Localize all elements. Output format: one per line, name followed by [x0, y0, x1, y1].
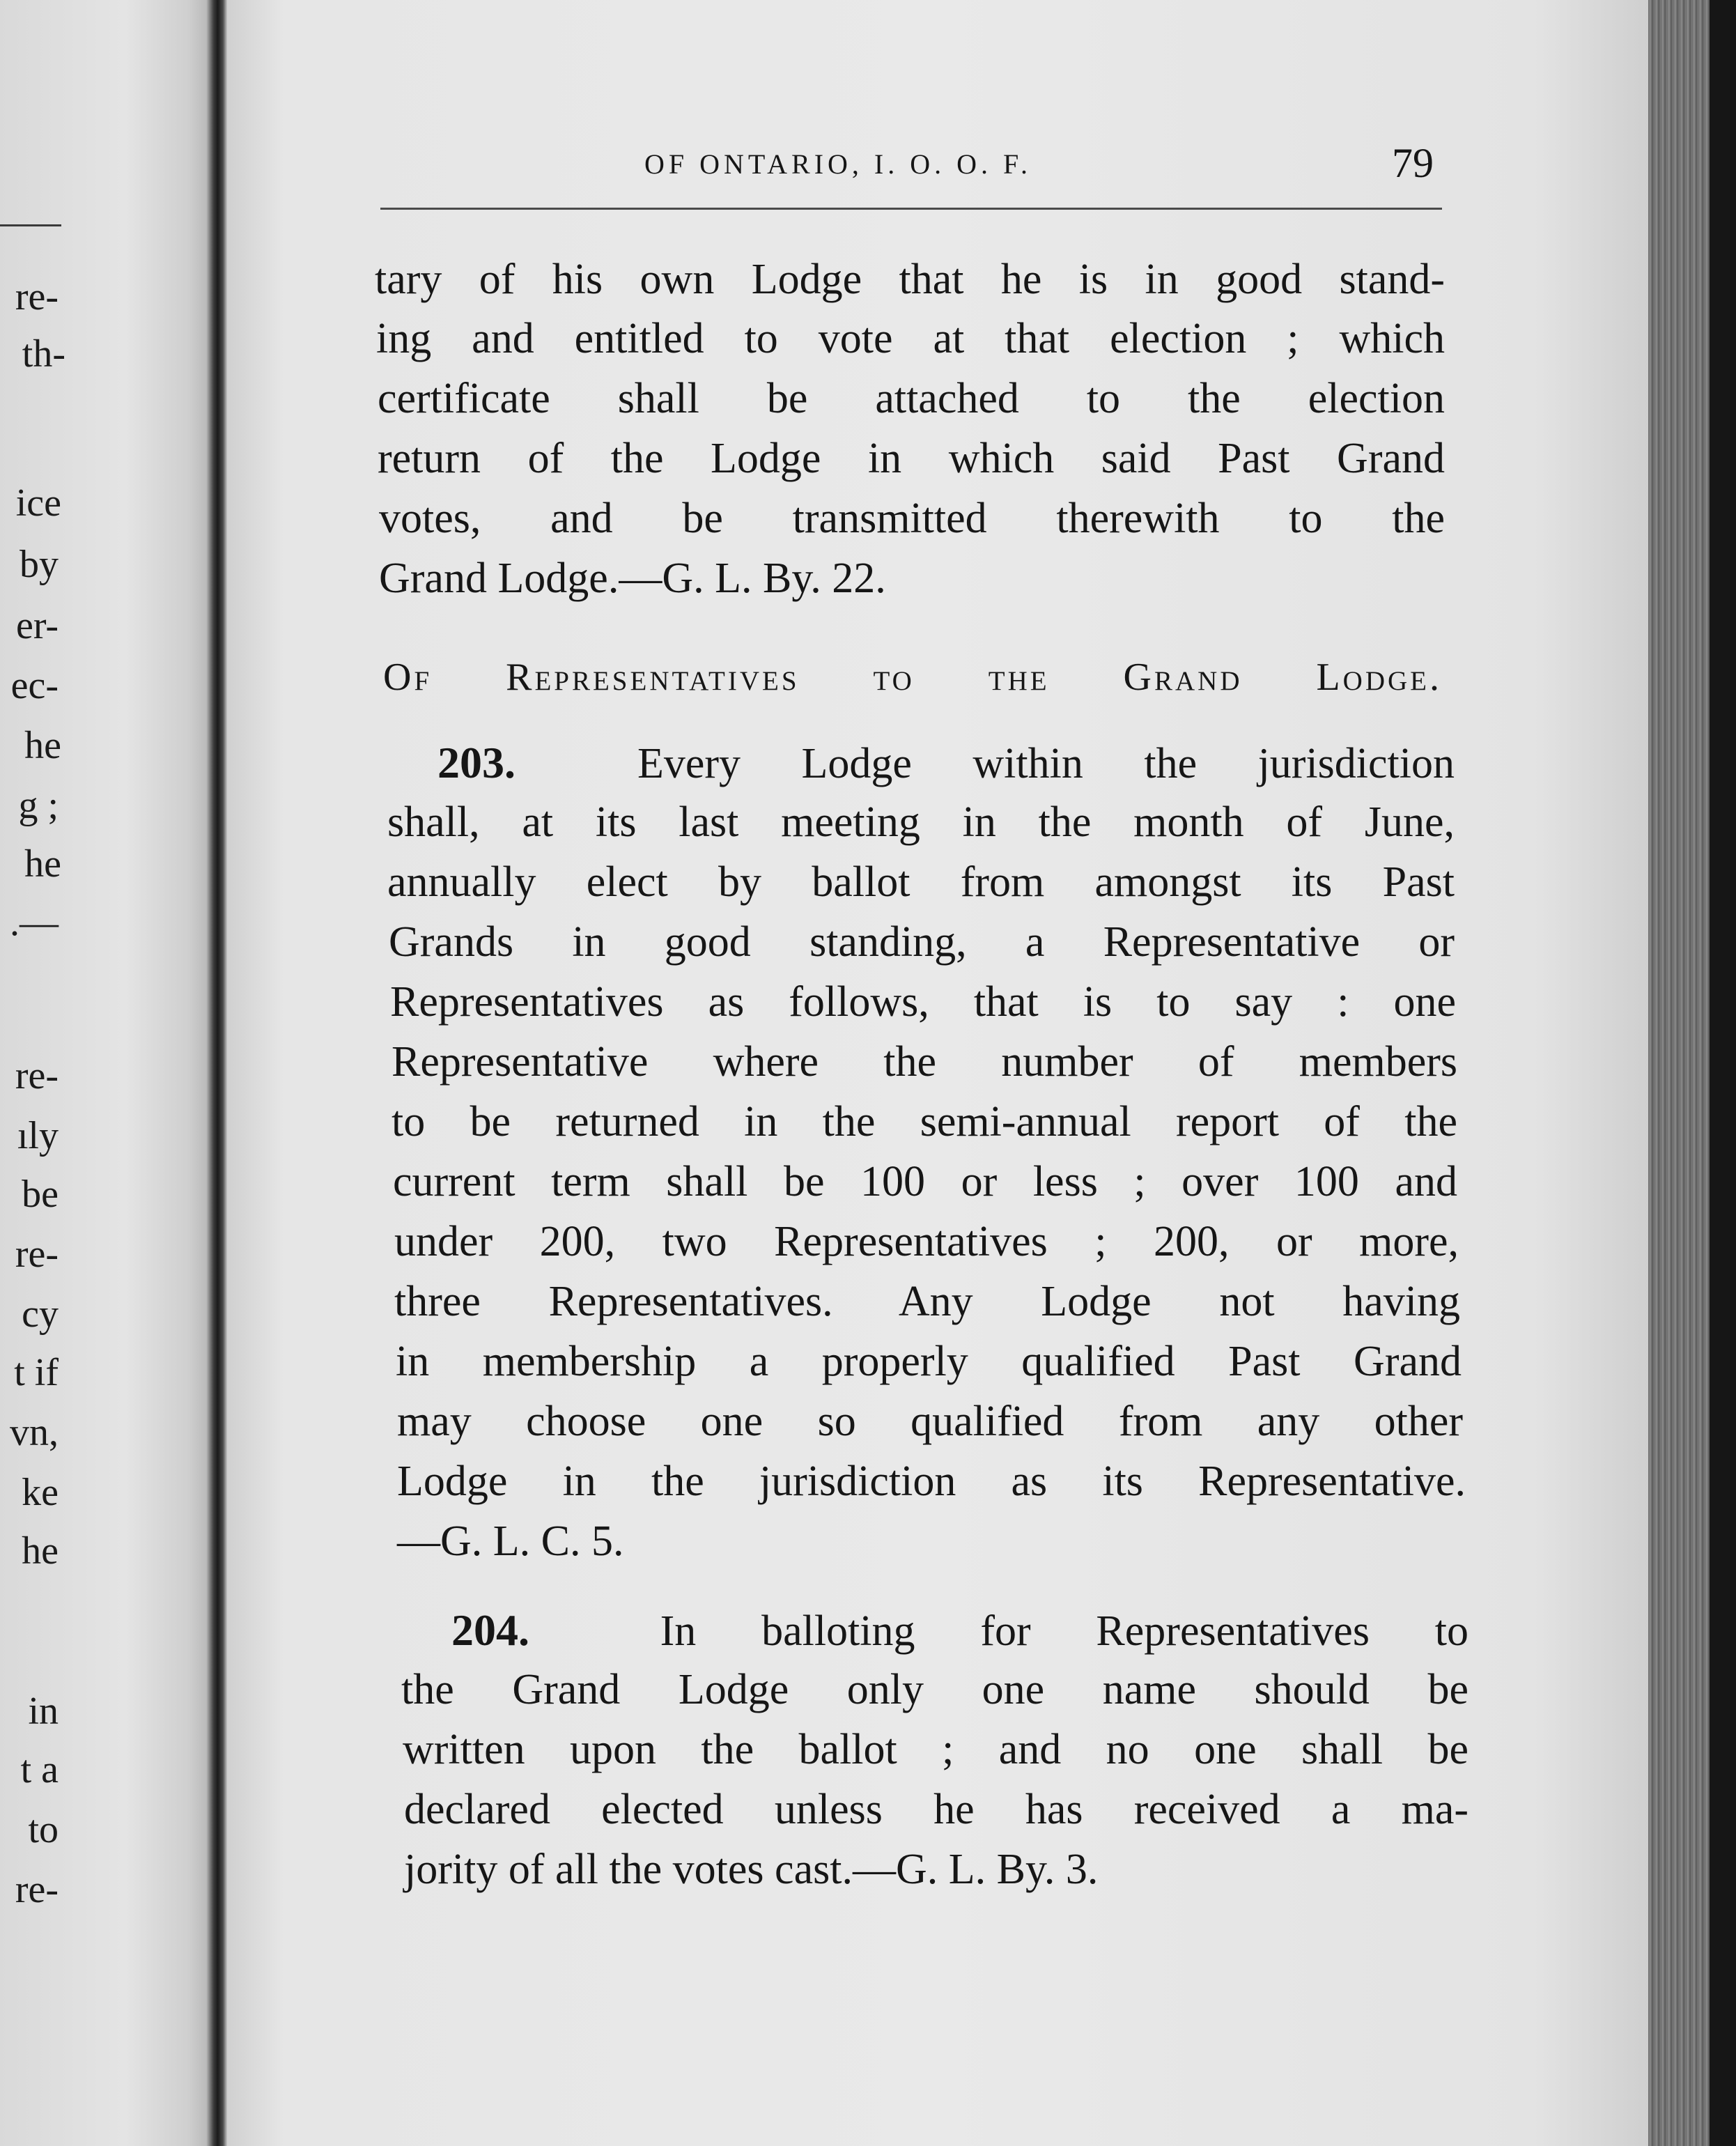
- text-line: in membership a properly qualified Past Grand: [396, 1338, 1462, 1385]
- section-204-first-line: [451, 1605, 1468, 1655]
- section-heading: Of Representatives to the Grand Lodge.: [383, 656, 1442, 699]
- left-fragment: re-: [15, 1233, 59, 1276]
- text-line: tary of his own Lodge that he is in good stand-: [375, 256, 1445, 303]
- page-edges: [1648, 0, 1736, 2146]
- text-line: votes, and be transmitted therewith to the: [379, 495, 1445, 542]
- left-fragment: ıly: [17, 1114, 59, 1157]
- section-number: 204.: [451, 1605, 529, 1655]
- left-page-fragment: [0, 0, 209, 2146]
- text-line: the Grand Lodge only one name should be: [401, 1666, 1468, 1713]
- left-fragment: re-: [15, 1868, 59, 1911]
- text-line: jority of all the votes cast.—G. L. By. 3.: [404, 1846, 1099, 1893]
- left-fragment: re-: [15, 275, 59, 318]
- left-fragment: by: [20, 543, 59, 586]
- text-line: three Representatives. Any Lodge not having: [394, 1278, 1460, 1325]
- text-line: Every Lodge within the jurisdiction: [637, 740, 1455, 787]
- text-line: Representatives as follows, that is to say : one: [390, 978, 1456, 1026]
- section-203-first-line: [437, 738, 1455, 787]
- text-line: Grands in good standing, a Representative or: [389, 918, 1455, 966]
- running-head: OF ONTARIO, I. O. O. F.: [644, 148, 1032, 180]
- text-line: ing and entitled to vote at that election ; which: [376, 315, 1445, 362]
- text-line: to be returned in the semi-annual report of the: [392, 1098, 1457, 1145]
- text-line: may choose one so qualified from any other: [397, 1398, 1463, 1445]
- text-line: under 200, two Representatives ; 200, or more,: [394, 1218, 1459, 1265]
- left-fragment: t if: [14, 1351, 59, 1394]
- left-fragment: be: [22, 1173, 59, 1216]
- left-fragment: .—: [10, 901, 59, 944]
- page-number: 79: [1392, 140, 1434, 186]
- left-fragment: th-: [22, 332, 65, 376]
- left-fragment: he: [24, 724, 61, 767]
- text-line: annually elect by ballot from amongst its Past: [387, 858, 1455, 906]
- text-line: written upon the ballot ; and no one shall be: [403, 1726, 1468, 1773]
- book-gutter: [206, 0, 227, 2146]
- section-number: 203.: [437, 738, 516, 787]
- left-fragment: ke: [22, 1471, 59, 1514]
- header-rule: [380, 208, 1442, 210]
- text-line: return of the Lodge in which said Past Grand: [378, 435, 1445, 482]
- text-line: —G. L. C. 5.: [397, 1518, 624, 1565]
- text-line: Representative where the number of members: [392, 1038, 1457, 1086]
- left-fragment: ec-: [10, 664, 59, 707]
- text-line: Lodge in the jurisdiction as its Representative.: [397, 1458, 1466, 1505]
- text-line: current term shall be 100 or less ; over 100 and: [393, 1158, 1457, 1205]
- left-fragment: cy: [22, 1292, 59, 1336]
- left-fragment: er-: [15, 604, 59, 647]
- text-line: declared elected unless he has received a ma-: [404, 1786, 1468, 1833]
- left-fragment: vn,: [10, 1411, 59, 1454]
- left-fragment: to: [28, 1808, 59, 1851]
- left-fragment: he: [22, 1529, 59, 1573]
- left-fragment: in: [28, 1690, 59, 1733]
- text-line: Grand Lodge.—G. L. By. 22.: [379, 555, 886, 602]
- text-line: shall, at its last meeting in the month of June,: [387, 798, 1455, 846]
- left-fragment: re-: [15, 1054, 59, 1097]
- left-fragment: g ;: [18, 784, 59, 827]
- text-line: In balloting for Representatives to: [660, 1607, 1468, 1655]
- text-line: certificate shall be attached to the election: [378, 375, 1445, 422]
- left-page-rule: [0, 224, 61, 226]
- left-fragment: t a: [20, 1748, 59, 1791]
- left-fragment: he: [24, 842, 61, 886]
- left-fragment: ice: [15, 481, 61, 525]
